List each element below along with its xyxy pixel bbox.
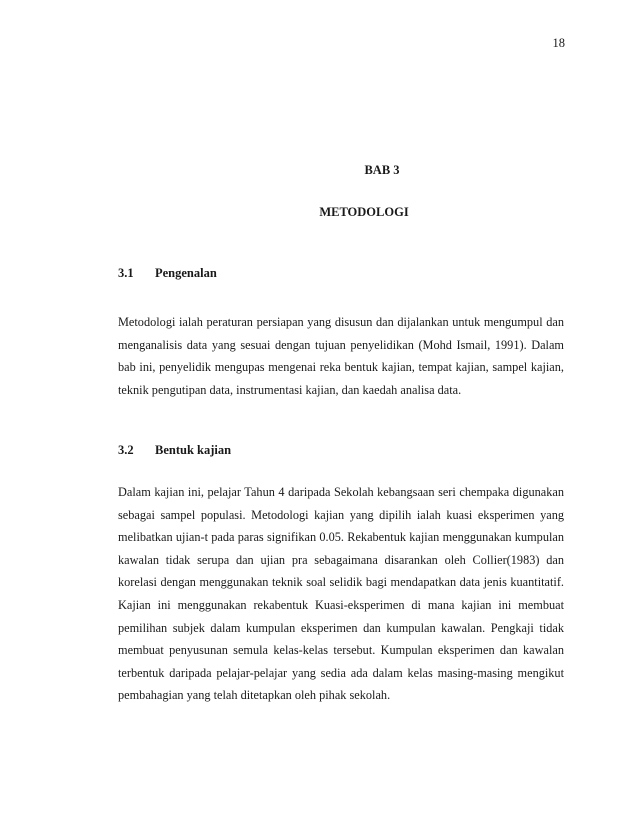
section-heading-3-1: [118, 266, 217, 281]
section-title: Bentuk kajian: [155, 443, 232, 457]
section-title: Pengenalan: [155, 266, 217, 280]
section-paragraph-3-1: Metodologi ialah peraturan persiapan yang disusun dan dijalankan untuk mengumpul dan menganalisis data yang sesuai dengan tujuan penyelidikan (Mohd Ismail, 1991). Dalam bab ini, penyelidik mengupas mengenai reka bentuk kajian, tempat kajian, sampel kajian, teknik pengutipan data, instrumentasi kajian, dan kaedah analisa data.: [118, 315, 564, 397]
page-number: 18: [552, 36, 565, 50]
section-number: 3.1: [118, 266, 134, 280]
section-paragraph-3-2: Dalam kajian ini, pelajar Tahun 4 daripada Sekolah kebangsaan seri chempaka digunakan sebagai sampel populasi. Metodologi kajian yang dipilih ialah kuasi eksperimen yang melibatkan ujian-t pada paras signifikan 0.05. Rekabentuk kajian menggunakan kumpulan kawalan tidak serupa dan ujian pra sebagaimana disarankan oleh Collier(1983) dan korelasi dengan menggunakan teknik soal selidik bagi mendapatkan data jenis kuantitatif. Kajian ini menggunakan rekabentuk Kuasi-eksperimen di mana kajian ini membuat pemilihan subjek dalam kumpulan eksperimen dan kumpulan kawalan. Pengkaji tidak membuat penyusunan semula kelas-kelas tersebut. Kumpulan eksperimen dan kawalan terbentuk daripada pelajar-pelajar yang sedia ada dalam kelas masing-masing mengikut pembahagian yang telah ditetapkan oleh pihak sekolah.: [118, 485, 564, 703]
chapter-label: BAB 3: [364, 163, 400, 177]
chapter-title: METODOLOGI: [319, 205, 409, 219]
section-heading-3-2: [118, 443, 231, 458]
section-number: 3.2: [118, 443, 134, 457]
